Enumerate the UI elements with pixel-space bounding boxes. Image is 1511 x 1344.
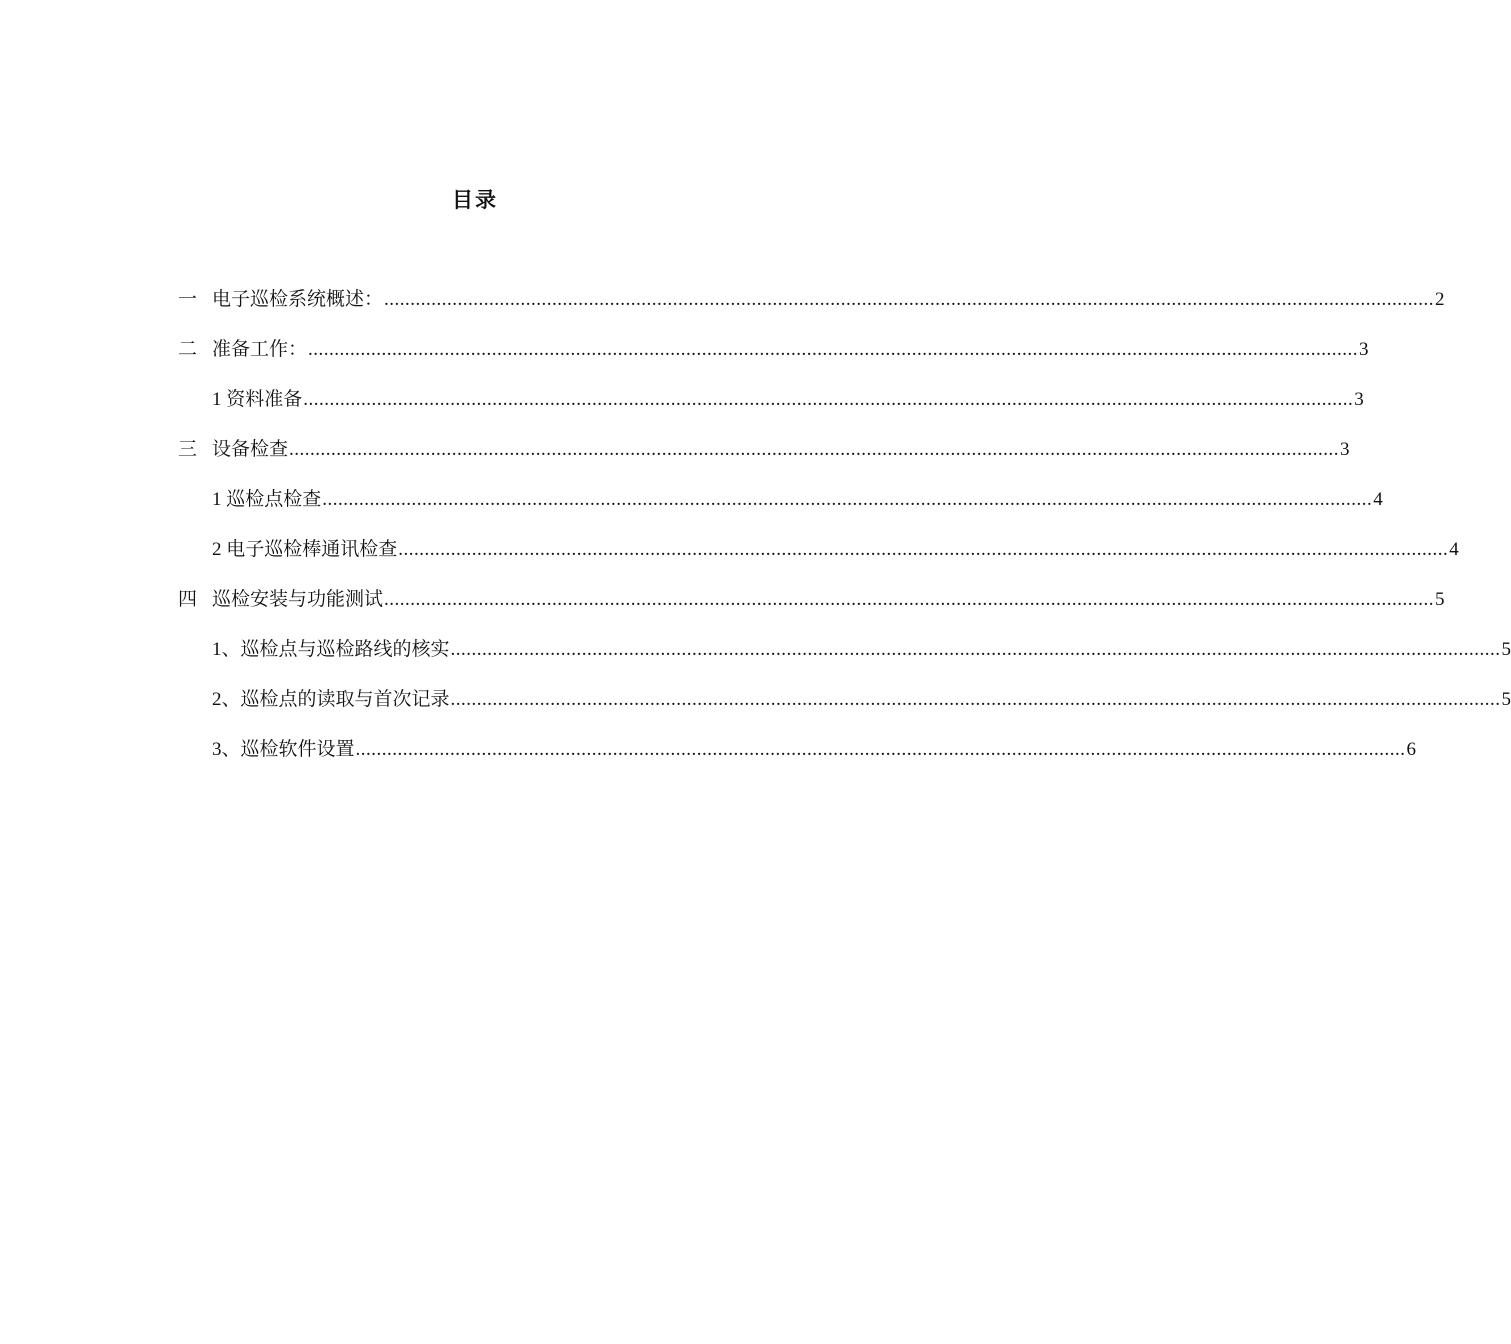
toc-dot-leader: ........................................................................................................................................................................................................ — [308, 339, 1359, 360]
toc-entry-number: 三 — [178, 439, 198, 460]
toc-dot-leader: ........................................................................................................................................................................................................ — [450, 689, 1501, 710]
toc-entry-page: 2 — [1435, 289, 1445, 310]
toc-entry-text: 2、巡检点的读取与首次记录 — [212, 689, 450, 710]
toc-entry-text: 1 巡检点检查 — [212, 489, 322, 510]
toc-entry-page: 6 — [1406, 739, 1417, 760]
toc-entry[interactable] — [178, 385, 1364, 435]
toc-entry-number: 一 — [178, 289, 198, 310]
toc-entry-page: 3 — [1359, 339, 1369, 360]
toc-dot-leader: ........................................................................................................................................................................................................ — [398, 539, 1449, 560]
toc-entry-text: 1 资料准备 — [212, 389, 303, 410]
toc-entry-number: 二 — [178, 339, 198, 360]
toc-entry-text: 3、巡检软件设置 — [212, 739, 355, 760]
table-of-contents — [178, 285, 1511, 785]
toc-dot-leader: ........................................................................................................................................................................................................ — [384, 589, 1435, 610]
toc-entry-page: 5 — [1435, 589, 1445, 610]
toc-dot-leader: ........................................................................................................................................................................................................ — [384, 289, 1435, 310]
toc-entry[interactable] — [178, 285, 1445, 335]
toc-dot-leader: ........................................................................................................................................................................................................ — [303, 389, 1354, 410]
toc-dot-leader: ........................................................................................................................................................................................................ — [355, 739, 1406, 760]
toc-entry-text: 电子巡检系统概述： — [212, 289, 384, 310]
toc-entry[interactable] — [178, 535, 1459, 585]
toc-entry[interactable] — [178, 585, 1445, 635]
toc-entry-page: 3 — [1354, 389, 1364, 410]
toc-entry[interactable] — [178, 735, 1417, 785]
toc-title: 目录 — [452, 188, 498, 212]
toc-entry-page: 5 — [1501, 639, 1511, 660]
toc-entry-number: 四 — [178, 589, 198, 610]
toc-entry-page: 4 — [1449, 539, 1459, 560]
toc-entry[interactable] — [178, 335, 1369, 385]
toc-entry[interactable] — [178, 485, 1383, 535]
toc-entry-text: 巡检安装与功能测试 — [212, 589, 384, 610]
toc-dot-leader: ........................................................................................................................................................................................................ — [289, 439, 1340, 460]
toc-entry-text: 2 电子巡检棒通讯检查 — [212, 539, 398, 560]
toc-entry[interactable] — [178, 635, 1511, 685]
toc-entry[interactable] — [178, 685, 1511, 735]
toc-entry-text: 准备工作： — [212, 339, 308, 360]
toc-entry-page: 5 — [1501, 689, 1511, 710]
toc-dot-leader: ........................................................................................................................................................................................................ — [450, 639, 1501, 660]
toc-entry-text: 设备检查 — [212, 439, 289, 460]
toc-dot-leader: ........................................................................................................................................................................................................ — [322, 489, 1373, 510]
toc-entry[interactable] — [178, 435, 1350, 485]
toc-entry-page: 4 — [1373, 489, 1383, 510]
toc-entry-page: 3 — [1340, 439, 1350, 460]
toc-entry-text: 1、巡检点与巡检路线的核实 — [212, 639, 450, 660]
